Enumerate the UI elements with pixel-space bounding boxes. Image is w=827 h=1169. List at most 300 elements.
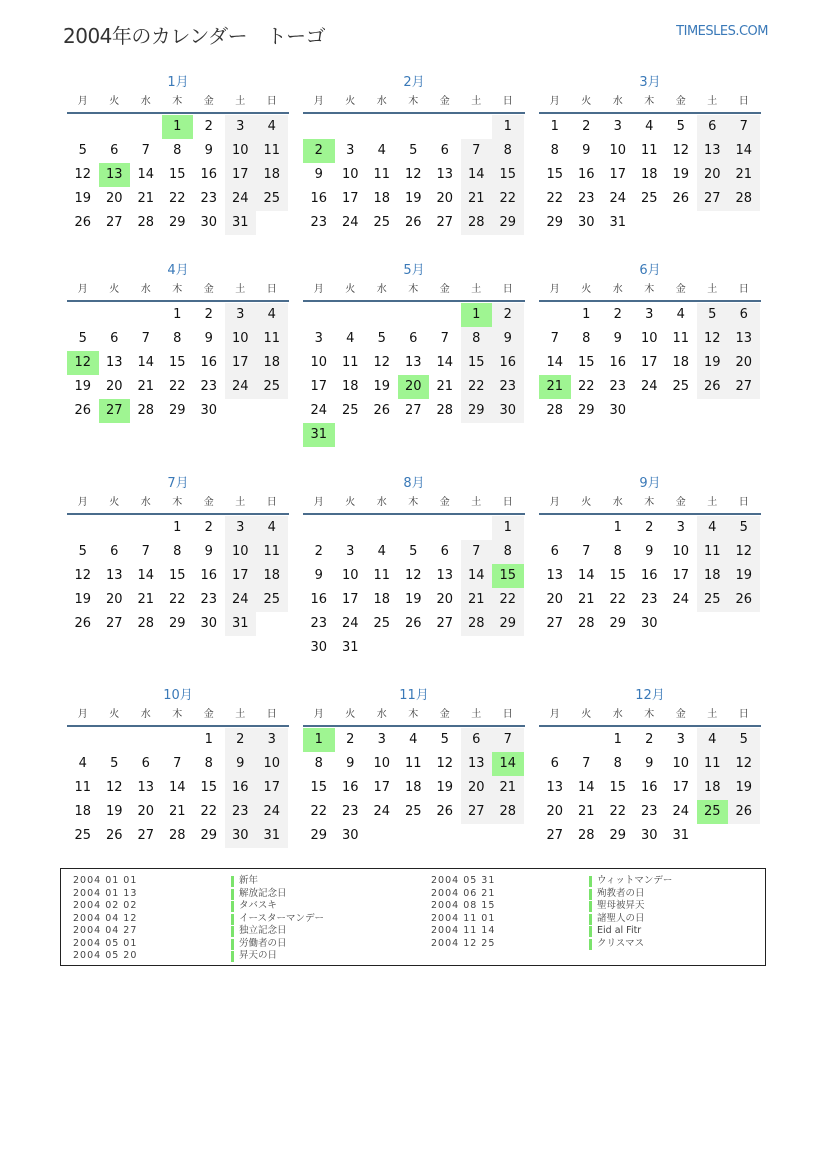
day-cell: 21 (137, 379, 155, 394)
day-cell: 9 (346, 756, 355, 771)
day-cell: 3 (377, 732, 386, 747)
day-cell: 14 (137, 167, 155, 182)
day-cell: 28 (168, 828, 186, 843)
day-cell: 24 (225, 588, 257, 612)
empty-cell (303, 115, 335, 139)
month-calendar (303, 262, 525, 447)
day-cell: 7 (492, 728, 524, 752)
day-cell: 8 (173, 331, 182, 346)
day-cell: 9 (204, 331, 213, 346)
weekday-label: 金 (203, 96, 214, 107)
month-calendar (67, 74, 289, 235)
day-cell: 4 (697, 728, 729, 752)
holiday-marker (231, 926, 234, 937)
day-cell: 8 (204, 756, 213, 771)
day-cell: 29 (200, 828, 218, 843)
day-cell: 28 (137, 215, 155, 230)
empty-cell (461, 516, 493, 540)
month-calendar (67, 687, 289, 848)
weekday-label: 水 (140, 709, 151, 720)
day-cell: 7 (550, 331, 559, 346)
weekday-label: 日 (502, 497, 513, 508)
holiday-date: 2004 08 15 (431, 900, 496, 911)
day-cell: 8 (492, 540, 524, 564)
weekday-label: 金 (439, 497, 450, 508)
day-cell: 2 (582, 119, 591, 134)
day-cell: 21 (461, 187, 493, 211)
day-cell: 31 (609, 215, 627, 230)
day-cell: 3 (225, 303, 257, 327)
day-cell: 21 (461, 588, 493, 612)
empty-cell (162, 728, 194, 752)
day-cell: 17 (256, 776, 288, 800)
weekday-label: 木 (644, 497, 655, 508)
day-cell: 6 (141, 756, 150, 771)
weekday-header (303, 280, 525, 302)
day-cell: 5 (728, 516, 760, 540)
day-cell: 29 (577, 403, 595, 418)
day-cell: 28 (728, 187, 760, 211)
day-cell: 4 (409, 732, 418, 747)
day-cell: 23 (609, 379, 627, 394)
day-cell: 24 (256, 800, 288, 824)
day-cell: 27 (436, 215, 454, 230)
holiday-day-cell: 20 (398, 375, 430, 399)
weekday-label: 土 (471, 497, 482, 508)
weekday-header (539, 280, 761, 302)
weekday-label: 火 (345, 709, 356, 720)
day-cell: 22 (461, 375, 493, 399)
day-cell: 19 (697, 351, 729, 375)
day-cell: 29 (609, 828, 627, 843)
holiday-day-cell: 12 (67, 351, 99, 375)
holiday-name: 労働者の日 (239, 937, 287, 949)
day-cell: 1 (492, 115, 524, 139)
weekday-header (67, 92, 289, 114)
holiday-day-cell: 1 (303, 728, 335, 752)
day-cell: 17 (672, 568, 690, 583)
day-cell: 16 (225, 776, 257, 800)
weekday-header (303, 705, 525, 727)
day-cell: 6 (550, 544, 559, 559)
day-cell: 2 (314, 544, 323, 559)
weekday-label: 火 (581, 96, 592, 107)
day-cell: 9 (492, 327, 524, 351)
day-cell: 10 (225, 540, 257, 564)
day-cell: 13 (137, 780, 155, 795)
weekday-header (67, 705, 289, 727)
day-cell: 30 (200, 403, 218, 418)
weekday-label: 火 (109, 284, 120, 295)
day-cell: 5 (110, 756, 119, 771)
day-cell: 22 (168, 592, 186, 607)
day-cell: 4 (676, 307, 685, 322)
holiday-name: 新年 (239, 875, 259, 886)
day-grid (67, 728, 289, 848)
day-cell: 11 (256, 327, 288, 351)
day-cell: 7 (141, 143, 150, 158)
weekday-label: 火 (109, 497, 120, 508)
empty-cell (130, 728, 162, 752)
holiday-row (73, 950, 324, 963)
holiday-marker (589, 926, 592, 937)
day-cell: 29 (546, 215, 564, 230)
day-cell: 26 (404, 215, 422, 230)
day-cell: 5 (676, 119, 685, 134)
day-cell: 16 (200, 167, 218, 182)
day-cell: 26 (105, 828, 123, 843)
day-cell: 17 (341, 191, 359, 206)
day-cell: 9 (645, 756, 654, 771)
day-cell: 31 (225, 612, 257, 636)
day-cell: 15 (461, 351, 493, 375)
day-cell: 16 (577, 167, 595, 182)
weekday-header (539, 705, 761, 727)
day-cell: 27 (105, 616, 123, 631)
month-calendar (303, 475, 525, 660)
weekday-label: 土 (707, 284, 718, 295)
day-cell: 17 (341, 592, 359, 607)
day-cell: 16 (640, 780, 658, 795)
holiday-marker (231, 914, 234, 925)
day-cell: 11 (697, 752, 729, 776)
weekday-label: 月 (77, 709, 88, 720)
holiday-name: 諸聖人の日 (597, 912, 645, 924)
holiday-day-cell: 13 (99, 163, 131, 187)
day-cell: 3 (676, 732, 685, 747)
holiday-day-cell: 27 (99, 399, 131, 423)
day-cell: 20 (105, 379, 123, 394)
day-cell: 8 (461, 327, 493, 351)
weekday-label: 金 (203, 709, 214, 720)
day-cell: 3 (225, 115, 257, 139)
day-cell: 11 (672, 331, 690, 346)
day-grid (67, 303, 289, 423)
day-cell: 9 (645, 544, 654, 559)
weekday-label: 月 (313, 709, 324, 720)
empty-cell (539, 728, 571, 752)
weekday-label: 土 (471, 284, 482, 295)
day-cell: 2 (204, 307, 213, 322)
day-cell: 22 (609, 804, 627, 819)
day-cell: 10 (609, 143, 627, 158)
day-cell: 3 (645, 307, 654, 322)
empty-cell (303, 303, 335, 327)
day-cell: 27 (728, 375, 760, 399)
day-cell: 10 (672, 544, 690, 559)
day-cell: 17 (609, 167, 627, 182)
weekday-header (539, 493, 761, 515)
day-cell: 4 (256, 516, 288, 540)
day-cell: 23 (310, 616, 328, 631)
day-cell: 20 (105, 191, 123, 206)
weekday-label: 木 (408, 96, 419, 107)
weekday-label: 日 (738, 709, 749, 720)
day-cell: 3 (346, 143, 355, 158)
day-cell: 6 (440, 143, 449, 158)
day-cell: 1 (550, 119, 559, 134)
weekday-label: 水 (612, 96, 623, 107)
day-cell: 25 (697, 588, 729, 612)
day-cell: 9 (613, 331, 622, 346)
holiday-date: 2004 01 01 (73, 875, 138, 886)
day-cell: 13 (461, 752, 493, 776)
day-cell: 10 (341, 167, 359, 182)
holiday-day-cell: 14 (492, 752, 524, 776)
weekday-label: 火 (345, 497, 356, 508)
day-cell: 22 (609, 592, 627, 607)
empty-cell (429, 303, 461, 327)
day-cell: 4 (645, 119, 654, 134)
weekday-label: 火 (109, 709, 120, 720)
empty-cell (99, 303, 131, 327)
day-cell: 29 (492, 612, 524, 636)
holiday-date: 2004 04 27 (73, 925, 138, 936)
day-cell: 19 (373, 379, 391, 394)
day-cell: 13 (404, 355, 422, 370)
holiday-name: ウィットマンデー (597, 875, 673, 886)
empty-cell (366, 115, 398, 139)
day-cell: 13 (546, 568, 564, 583)
day-cell: 1 (613, 732, 622, 747)
day-cell: 8 (173, 544, 182, 559)
site-link[interactable]: TIMESLES.COM (676, 24, 768, 39)
holiday-date: 2004 01 13 (73, 887, 138, 899)
day-cell: 5 (697, 303, 729, 327)
day-cell: 20 (436, 191, 454, 206)
holiday-name: 殉教者の日 (597, 887, 645, 899)
weekday-label: 月 (77, 96, 88, 107)
weekday-label: 木 (644, 96, 655, 107)
day-cell: 30 (492, 399, 524, 423)
day-cell: 15 (492, 163, 524, 187)
day-cell: 7 (141, 544, 150, 559)
month-name: 10月 (163, 688, 193, 703)
day-cell: 27 (436, 616, 454, 631)
month-calendar (67, 475, 289, 636)
day-cell: 16 (310, 592, 328, 607)
day-cell: 6 (409, 331, 418, 346)
day-cell: 28 (436, 403, 454, 418)
day-cell: 30 (225, 824, 257, 848)
day-grid (303, 115, 525, 235)
day-cell: 18 (697, 776, 729, 800)
weekday-label: 木 (644, 284, 655, 295)
weekday-label: 月 (313, 284, 324, 295)
month-calendar (303, 74, 525, 235)
day-cell: 6 (697, 115, 729, 139)
day-cell: 28 (137, 616, 155, 631)
day-cell: 30 (341, 828, 359, 843)
day-cell: 14 (137, 355, 155, 370)
day-cell: 11 (341, 355, 359, 370)
day-cell: 21 (137, 191, 155, 206)
day-cell: 12 (697, 327, 729, 351)
day-cell: 8 (582, 331, 591, 346)
day-cell: 2 (225, 728, 257, 752)
empty-cell (67, 728, 99, 752)
day-cell: 10 (373, 756, 391, 771)
day-cell: 4 (346, 331, 355, 346)
weekday-label: 火 (109, 96, 120, 107)
holiday-row (73, 888, 324, 901)
day-cell: 5 (78, 143, 87, 158)
day-cell: 17 (310, 379, 328, 394)
empty-cell (398, 516, 430, 540)
day-cell: 11 (640, 143, 658, 158)
empty-cell (571, 728, 603, 752)
day-cell: 9 (582, 143, 591, 158)
day-cell: 5 (78, 544, 87, 559)
weekday-label: 木 (408, 497, 419, 508)
holiday-date: 2004 04 12 (73, 912, 138, 924)
day-cell: 23 (577, 191, 595, 206)
weekday-label: 火 (581, 497, 592, 508)
day-cell: 6 (110, 143, 119, 158)
day-cell: 25 (373, 215, 391, 230)
month-name: 3月 (639, 75, 661, 90)
day-grid (303, 516, 525, 660)
month-name: 11月 (399, 688, 429, 703)
day-cell: 8 (550, 143, 559, 158)
day-cell: 26 (728, 588, 760, 612)
day-cell: 8 (492, 139, 524, 163)
day-cell: 25 (256, 187, 288, 211)
day-cell: 3 (314, 331, 323, 346)
day-cell: 11 (74, 780, 92, 795)
day-cell: 28 (461, 211, 493, 235)
empty-cell (99, 115, 131, 139)
empty-cell (335, 115, 367, 139)
day-cell: 9 (204, 143, 213, 158)
weekday-label: 土 (707, 497, 718, 508)
day-cell: 15 (168, 167, 186, 182)
day-cell: 5 (78, 331, 87, 346)
day-cell: 25 (404, 804, 422, 819)
day-cell: 20 (461, 776, 493, 800)
day-cell: 2 (204, 520, 213, 535)
day-cell: 21 (577, 592, 595, 607)
empty-cell (130, 516, 162, 540)
day-cell: 7 (582, 544, 591, 559)
day-cell: 24 (310, 403, 328, 418)
holiday-row (73, 925, 324, 938)
day-cell: 15 (609, 568, 627, 583)
empty-cell (429, 516, 461, 540)
weekday-label: 日 (502, 96, 513, 107)
day-cell: 6 (110, 331, 119, 346)
weekday-label: 月 (549, 709, 560, 720)
weekday-label: 日 (266, 709, 277, 720)
day-cell: 15 (200, 780, 218, 795)
day-cell: 7 (461, 540, 493, 564)
day-cell: 11 (373, 568, 391, 583)
weekday-label: 金 (675, 497, 686, 508)
holiday-date: 2004 05 20 (73, 950, 138, 961)
holiday-row (431, 913, 672, 926)
holiday-name: クリスマス (597, 937, 645, 949)
day-cell: 13 (105, 568, 123, 583)
holiday-marker (589, 901, 592, 912)
day-cell: 22 (200, 804, 218, 819)
day-cell: 10 (640, 331, 658, 346)
day-cell: 27 (697, 187, 729, 211)
day-cell: 30 (200, 215, 218, 230)
weekday-label: 金 (203, 497, 214, 508)
holiday-row (431, 888, 672, 901)
empty-cell (398, 303, 430, 327)
day-cell: 6 (728, 303, 760, 327)
day-cell: 23 (492, 375, 524, 399)
holiday-marker (589, 876, 592, 887)
day-cell: 6 (110, 544, 119, 559)
day-cell: 28 (461, 612, 493, 636)
day-cell: 16 (609, 355, 627, 370)
month-calendar (539, 687, 761, 848)
weekday-label: 金 (439, 284, 450, 295)
day-cell: 7 (173, 756, 182, 771)
day-cell: 26 (697, 375, 729, 399)
day-grid (539, 516, 761, 636)
holiday-marker (589, 939, 592, 950)
day-cell: 3 (225, 516, 257, 540)
day-cell: 16 (640, 568, 658, 583)
weekday-label: 日 (738, 497, 749, 508)
weekday-header (303, 493, 525, 515)
day-cell: 16 (341, 780, 359, 795)
holiday-day-cell: 15 (492, 564, 524, 588)
weekday-label: 月 (549, 497, 560, 508)
month-name: 6月 (639, 263, 661, 278)
day-cell: 12 (74, 167, 92, 182)
day-cell: 10 (225, 139, 257, 163)
weekday-label: 水 (612, 284, 623, 295)
day-cell: 18 (256, 163, 288, 187)
day-cell: 29 (609, 616, 627, 631)
day-cell: 19 (672, 167, 690, 182)
day-cell: 24 (225, 375, 257, 399)
day-cell: 28 (577, 828, 595, 843)
day-cell: 5 (409, 143, 418, 158)
day-cell: 21 (492, 776, 524, 800)
day-cell: 21 (577, 804, 595, 819)
day-cell: 19 (436, 780, 454, 795)
day-cell: 2 (492, 303, 524, 327)
weekday-label: 月 (313, 497, 324, 508)
holiday-name: 聖母被昇天 (597, 900, 645, 911)
weekday-label: 日 (266, 497, 277, 508)
day-cell: 20 (546, 592, 564, 607)
day-cell: 24 (225, 187, 257, 211)
page-title: 2004年のカレンダー トーゴ (63, 24, 326, 48)
day-cell: 1 (492, 516, 524, 540)
month-name: 7月 (167, 476, 189, 491)
weekday-header (303, 92, 525, 114)
day-cell: 25 (256, 588, 288, 612)
day-cell: 7 (461, 139, 493, 163)
holiday-row (431, 875, 672, 888)
day-cell: 20 (105, 592, 123, 607)
weekday-label: 金 (203, 284, 214, 295)
day-cell: 3 (676, 520, 685, 535)
holiday-marker (231, 889, 234, 900)
day-cell: 14 (728, 139, 760, 163)
day-cell: 24 (672, 804, 690, 819)
day-cell: 30 (577, 215, 595, 230)
day-cell: 18 (672, 355, 690, 370)
holiday-list (60, 868, 766, 966)
day-grid (303, 728, 525, 848)
